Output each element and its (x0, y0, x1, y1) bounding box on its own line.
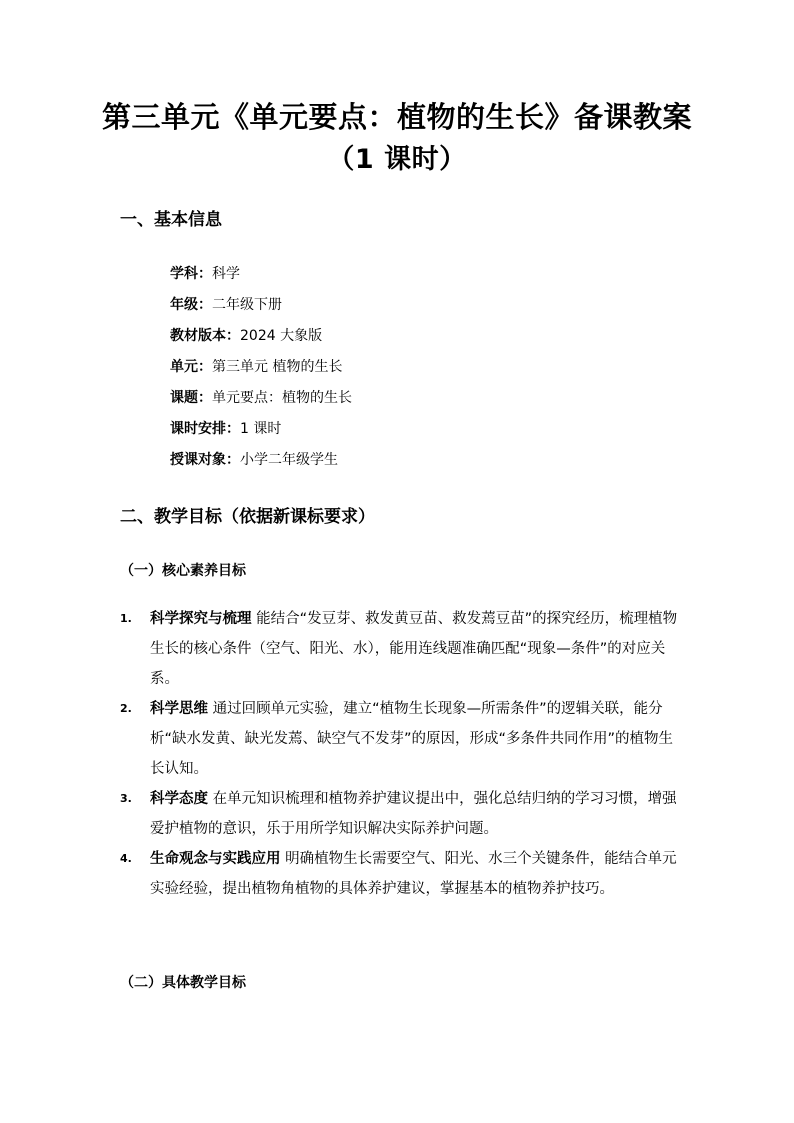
info-key: 授课对象： (170, 452, 240, 468)
objective-item (120, 844, 680, 904)
info-value: 2024 大象版 (240, 328, 323, 344)
info-key: 教材版本： (170, 328, 240, 344)
item-number: 3. (120, 792, 132, 805)
info-value: 小学二年级学生 (240, 452, 338, 468)
section-heading-basic-info: 一、基本信息 (120, 210, 222, 230)
info-key: 单元： (170, 359, 212, 375)
objective-text: 在单元知识梳理和植物养护建议提出中，强化总结归纳的学习习惯，增强爱护植物的意识，乐于用所学知识解决实际养护问题。 (150, 791, 677, 837)
info-value: 第三单元 植物的生长 (212, 359, 343, 375)
objective-key: 生命观念与实践应用 (150, 851, 281, 867)
objective-text: 明确植物生长需要空气、阳光、水三个关键条件，能结合单元实验经验，提出植物角植物的具体养护建议，掌握基本的植物养护技巧。 (150, 851, 677, 897)
info-key: 课题： (170, 390, 212, 406)
info-item-topic (170, 388, 352, 419)
section-heading-objectives: 二、教学目标（依据新课标要求） (120, 507, 375, 527)
item-number: 4. (120, 852, 132, 865)
objective-text: 能结合“发豆芽、救发黄豆苗、救发蔫豆苗”的探究经历，梳理植物生长的核心条件（空气、阳光、水），能用连线题准确匹配“现象—条件”的对应关系。 (150, 611, 678, 687)
document-title: 第三单元《单元要点：植物的生长》备课教案 (101, 100, 692, 134)
basic-info-list (170, 264, 352, 481)
document-subtitle: （1 课时） (327, 144, 467, 175)
info-value: 单元要点：植物的生长 (212, 390, 352, 406)
objective-item (120, 784, 680, 844)
info-key: 课时安排： (170, 421, 240, 437)
info-key: 年级： (170, 297, 212, 313)
info-item-audience (170, 450, 352, 481)
objective-key: 科学思维 (150, 701, 208, 717)
info-value: 科学 (212, 266, 240, 282)
info-value: 1 课时 (240, 421, 282, 437)
info-key: 学科： (170, 266, 212, 282)
objective-key: 科学探究与梳理 (150, 611, 252, 627)
info-value: 二年级下册 (212, 297, 282, 313)
objective-text: 通过回顾单元实验，建立“植物生长现象—所需条件”的逻辑关联，能分析“缺水发黄、缺光发蔫、缺空气不发芽”的原因，形成“多条件共同作用”的植物生长认知。 (150, 701, 674, 777)
info-item-unit (170, 357, 352, 388)
subsection-heading-core-literacy: （一）核心素养目标 (120, 563, 246, 579)
objectives-list (120, 604, 680, 904)
info-item-edition (170, 326, 352, 357)
info-item-grade (170, 295, 352, 326)
subsection-heading-specific-objectives: （二）具体教学目标 (120, 975, 246, 991)
objective-key: 科学态度 (150, 791, 208, 807)
info-item-subject (170, 264, 352, 295)
item-number: 1. (120, 612, 132, 625)
item-number: 2. (120, 702, 132, 715)
info-item-schedule (170, 419, 352, 450)
objective-item (120, 694, 680, 784)
objective-item (120, 604, 680, 694)
